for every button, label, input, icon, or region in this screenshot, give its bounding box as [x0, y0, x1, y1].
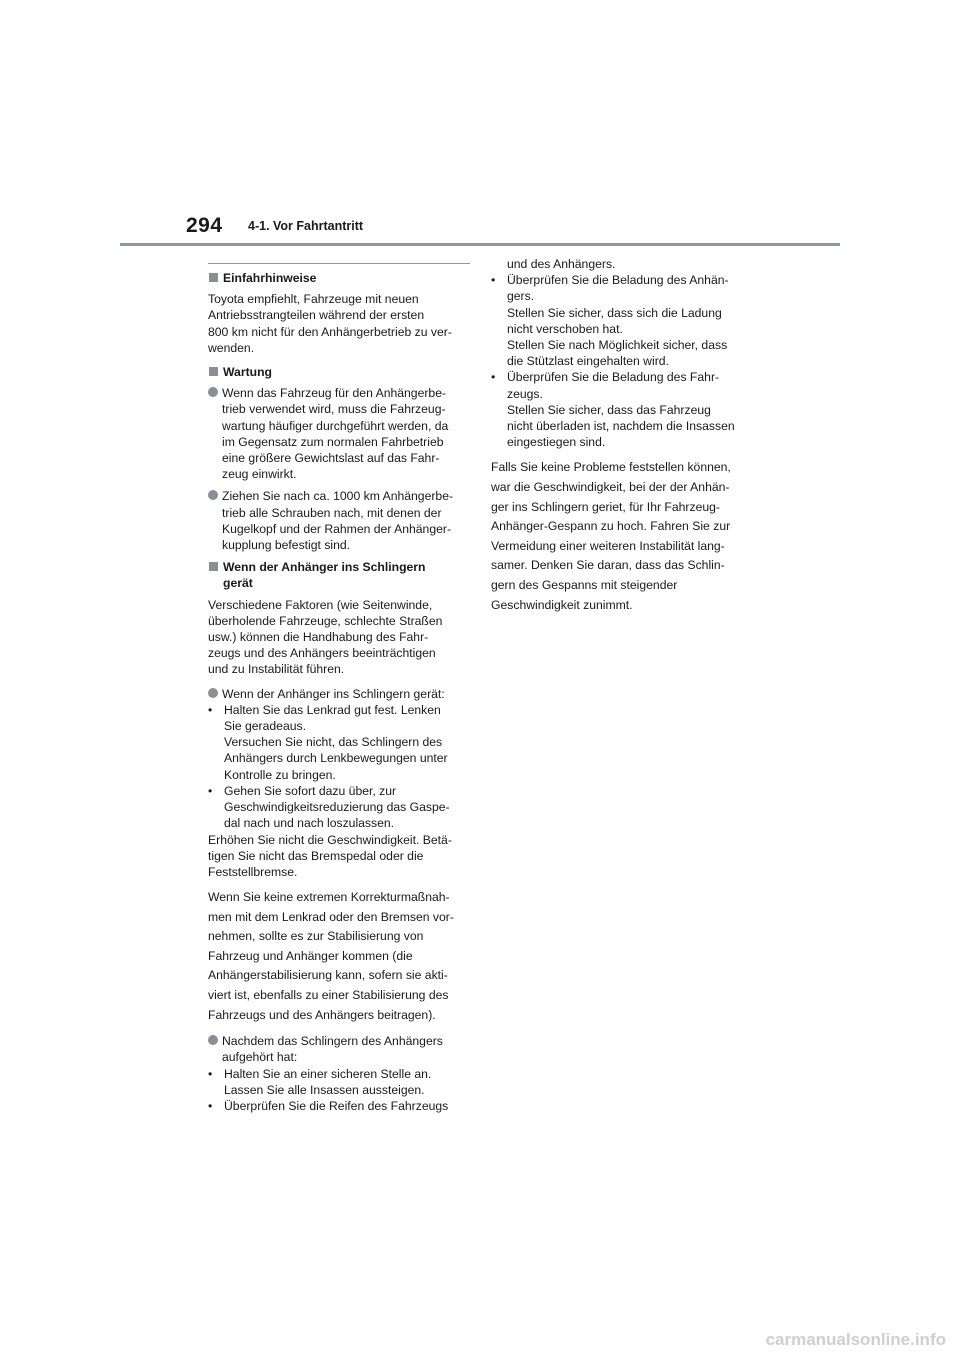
text-line: Falls Sie keine Probleme feststellen können,: [491, 460, 731, 475]
section-title: Wartung: [223, 365, 272, 380]
list-item: [208, 488, 470, 553]
left-column: [208, 263, 470, 1114]
section-rule: [208, 263, 470, 264]
text-line: Sie geradeaus.: [224, 719, 306, 734]
text-line: eine größere Gewichtslast auf das Fahr-: [222, 451, 440, 466]
text-line: Wenn das Fahrzeug für den Anhängerbe-: [222, 386, 447, 401]
text-line: nicht verschoben hat.: [507, 321, 623, 336]
bullet-item: [491, 272, 753, 369]
text-line: ger ins Schlingern geriet, für Ihr Fahrzeug-: [491, 499, 720, 514]
text-line: zeug einwirkt.: [222, 467, 297, 482]
paragraph: [208, 291, 470, 356]
header-rule: [120, 243, 840, 246]
text-line: gern des Gespanns mit steigender: [491, 578, 678, 592]
text-line: Überprüfen Sie die Reifen des Fahrzeugs: [224, 1099, 449, 1114]
text-line: und zu Instabilität führen.: [208, 662, 345, 677]
bullet-icon: •: [208, 702, 213, 717]
text-line: Überprüfen Sie die Beladung des Anhän-: [507, 273, 729, 288]
text-line: 800 km nicht für den Anhängerbetrieb zu ver-: [208, 324, 452, 339]
text-line: Wenn der Anhänger ins Schlingern: [223, 560, 426, 575]
text-line: überholende Fahrzeuge, schlechte Straßen: [208, 613, 443, 628]
bullet-item: [208, 1066, 470, 1098]
text-line: gerät: [223, 576, 253, 591]
bullet-icon: •: [208, 1066, 213, 1081]
text-line: Halten Sie das Lenkrad gut fest. Lenken: [224, 702, 441, 717]
paragraph: [208, 597, 470, 678]
paragraph: [491, 458, 753, 615]
text-line: Versuchen Sie nicht, das Schlingern des: [224, 735, 443, 750]
text-line: Kugelkopf und der Rahmen der Anhänger-: [222, 521, 452, 536]
circle-bullet-icon: [208, 490, 218, 500]
square-bullet-icon: [209, 562, 218, 571]
section-heading-wartung: [208, 364, 470, 380]
list-item: [208, 1033, 470, 1065]
text-line: dal nach und nach loszulassen.: [224, 816, 395, 831]
text-line: gers.: [507, 289, 535, 304]
continued-text: [491, 256, 753, 272]
text-line: trieb alle Schrauben nach, mit denen der: [222, 505, 442, 520]
text-line: viert ist, ebenfalls zu einer Stabilisierung des: [208, 988, 449, 1003]
text-line: nehmen, sollte es zur Stabilisierung von: [208, 929, 424, 944]
section-title: [223, 559, 425, 591]
text-line: Überprüfen Sie die Beladung des Fahr-: [507, 370, 720, 385]
text-line: Wenn der Anhänger ins Schlingern gerät:: [222, 686, 445, 701]
text-line: Gehen Sie sofort dazu über, zur: [224, 783, 397, 798]
watermark: carmanualsonline.info: [765, 1330, 946, 1349]
text-line: trieb verwendet wird, muss die Fahrzeug-: [222, 402, 446, 417]
text-line: Anhänger-Gespann zu hoch. Fahren Sie zur: [491, 519, 731, 534]
bullet-icon: •: [208, 1099, 213, 1114]
chapter-title: 4-1. Vor Fahrtantritt: [248, 219, 364, 233]
text-line: Antriebsstrangteilen während der ersten: [208, 308, 425, 323]
text-line: Erhöhen Sie nicht die Geschwindigkeit. Betä-: [208, 832, 452, 847]
text-line: eingestiegen sind.: [507, 435, 606, 450]
text-line: Geschwindigkeitsreduzierung das Gaspe-: [224, 800, 450, 815]
right-column: [491, 256, 753, 615]
circle-bullet-icon: [208, 1035, 218, 1045]
text-line: Wenn Sie keine extremen Korrekturmaßnah-: [208, 890, 450, 905]
text-line: Nachdem das Schlingern des Anhängers: [222, 1034, 443, 1049]
paragraph: [208, 832, 470, 881]
text-line: Anhängerstabilisierung kann, sofern sie akti-: [208, 968, 448, 983]
text-line: Toyota empfiehlt, Fahrzeuge mit neuen: [208, 292, 419, 307]
text-line: wenden.: [208, 340, 255, 355]
section-heading-schlingern: [208, 559, 470, 591]
paragraph: [208, 888, 470, 1025]
text-line: Stellen Sie sicher, dass sich die Ladung: [507, 305, 722, 320]
text-line: wartung häufiger durchgeführt werden, da: [222, 418, 449, 433]
square-bullet-icon: [209, 367, 218, 376]
bullet-item: [491, 369, 753, 450]
text-line: Verschiedene Faktoren (wie Seitenwinde,: [208, 597, 433, 612]
text-line: Stellen Sie sicher, dass das Fahrzeug: [507, 402, 711, 417]
text-line: Vermeidung einer weiteren Instabilität lang-: [491, 538, 725, 553]
text-line: Lassen Sie alle Insassen aussteigen.: [224, 1082, 425, 1097]
text-line: kupplung befestigt sind.: [222, 538, 351, 553]
text-line: zeugs und des Anhängers beeinträchtigen: [208, 646, 436, 661]
circle-bullet-icon: [208, 688, 218, 698]
text-line: Fahrzeug und Anhänger kommen (die: [208, 948, 413, 963]
text-line: war die Geschwindigkeit, bei der der Anhän-: [491, 480, 730, 495]
text-line: Anhängers durch Lenkbewegungen unter: [224, 751, 448, 766]
section-title: Einfahrhinweise: [223, 271, 317, 285]
bullet-item: [208, 1098, 470, 1114]
text-line: Halten Sie an einer sicheren Stelle an.: [224, 1066, 432, 1081]
text-line: die Stützlast eingehalten wird.: [507, 354, 669, 369]
text-line: Geschwindigkeit zunimmt.: [491, 597, 633, 612]
text-line: Fahrzeugs und des Anhängers beitragen).: [208, 1007, 436, 1022]
text-line: samer. Denken Sie daran, dass das Schlin-: [491, 558, 725, 573]
list-item: [208, 686, 470, 702]
bullet-icon: •: [491, 273, 496, 288]
section-heading-einfahrhinweise: [208, 270, 470, 286]
text-line: aufgehört hat:: [222, 1050, 298, 1065]
bullet-item: [208, 702, 470, 783]
list-item: [208, 385, 470, 482]
bullet-icon: •: [208, 783, 213, 798]
text-line: men mit dem Lenkrad oder den Bremsen vor-: [208, 909, 454, 924]
text-line: im Gegensatz zum normalen Fahrbetrieb: [222, 434, 444, 449]
text-line: nicht überladen ist, nachdem die Insassen: [507, 419, 735, 434]
circle-bullet-icon: [208, 387, 218, 397]
text-line: Ziehen Sie nach ca. 1000 km Anhängerbe-: [222, 489, 454, 504]
text-line: tigen Sie nicht das Bremspedal oder die: [208, 848, 424, 863]
page-number: 294: [186, 214, 223, 237]
text-line: Stellen Sie nach Möglichkeit sicher, dass: [507, 338, 728, 353]
text-line: und des Anhängers.: [507, 257, 616, 271]
square-bullet-icon: [209, 273, 218, 282]
text-line: Kontrolle zu bringen.: [224, 767, 336, 782]
text-line: usw.) können die Handhabung des Fahr-: [208, 630, 429, 645]
text-line: zeugs.: [507, 386, 543, 401]
bullet-icon: •: [491, 370, 496, 385]
bullet-item: [208, 783, 470, 832]
text-line: Feststellbremse.: [208, 864, 298, 879]
